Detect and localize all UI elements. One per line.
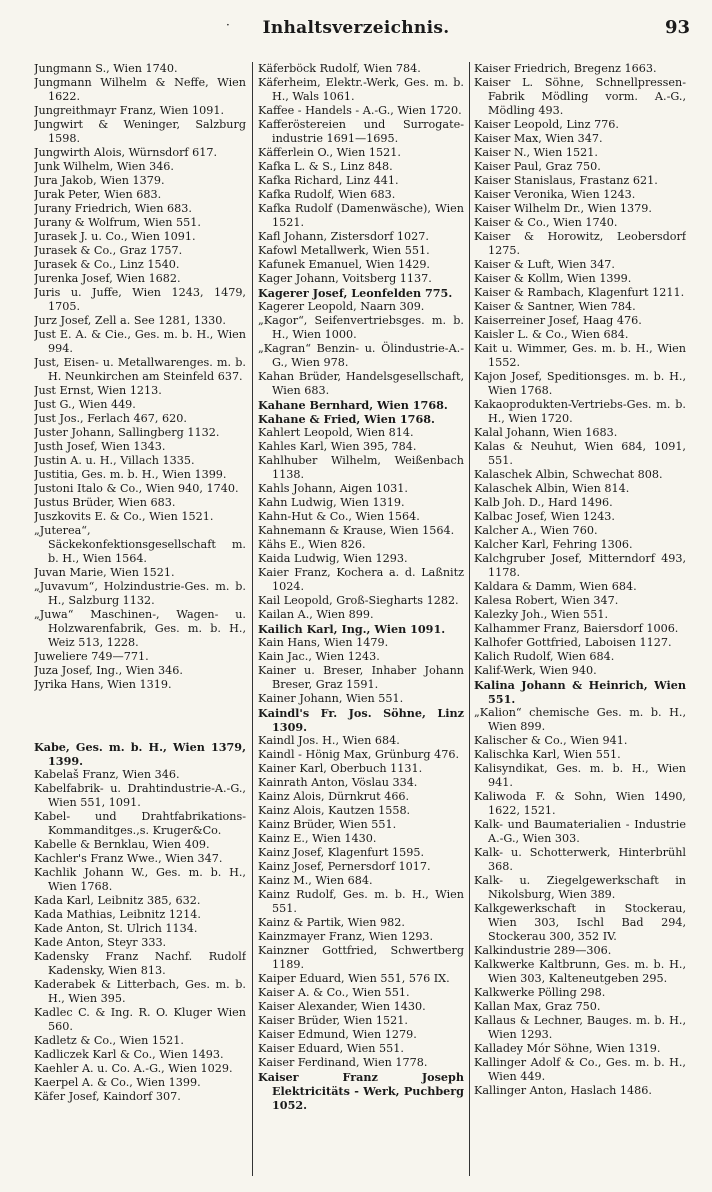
index-entry: Kähs E., Wien 826. (258, 538, 366, 551)
index-entry: Kafowl Metallwerk, Wien 551. (258, 244, 430, 257)
index-entry: Kahane Bernhard, Wien 1768. (258, 398, 448, 412)
index-entry: Kalk- u. Ziegelgewerkschaft in Nikolsburg, Wien 389. (474, 874, 686, 901)
index-entry: Kabe, Ges. m. b. H., Wien 1379, 1399. (34, 740, 246, 768)
index-entry: Kadletz & Co., Wien 1521. (34, 1034, 184, 1047)
index-entry: Kaiser N., Wien 1521. (474, 146, 598, 159)
index-entry: Kahlhuber Wilhelm, Weißenbach 1138. (258, 454, 464, 481)
index-entry: Justus Brüder, Wien 683. (34, 496, 176, 509)
index-entry: Kainer u. Breser, Inhaber Johann Breser, Graz 1591. (258, 664, 464, 691)
index-entry: Kaiser Paul, Graz 750. (474, 160, 601, 173)
index-entry: Kakaoprodukten-Vertriebs-Ges. m. b. H., Wien 1720. (474, 398, 686, 425)
index-entry: Jurenka Josef, Wien 1682. (34, 272, 181, 285)
index-entry: Kainzner Gottfried, Schwertberg 1189. (258, 944, 464, 971)
index-entry: Kalhofer Gottfried, Laboisen 1127. (474, 636, 672, 649)
index-entry: Kalal Johann, Wien 1683. (474, 426, 618, 439)
index-entry: Kadlec C. & Ing. R. O. Kluger Wien 560. (34, 1006, 246, 1033)
page-number: 93 (664, 17, 690, 38)
index-entry: Kafunek Emanuel, Wien 1429. (258, 258, 430, 271)
index-entry: Käfer Josef, Kaindorf 307. (34, 1090, 181, 1103)
index-entry: „Kagor“, Seifenvertriebsges. m. b. H., Wien 1000. (258, 314, 464, 341)
index-entry: Jungwirt & Weninger, Salzburg 1598. (34, 118, 246, 145)
index-entry: Kailan A., Wien 899. (258, 608, 374, 621)
index-entry: Jurak Peter, Wien 683. (34, 188, 162, 201)
index-entry: Just, Eisen- u. Metallwarenges. m. b. H. Neunkirchen am Steinfeld 637. (34, 356, 246, 383)
index-entry: Kaehler A. u. Co. A.-G., Wien 1029. (34, 1062, 233, 1075)
index-entry: Kaiser Eduard, Wien 551. (258, 1042, 404, 1055)
index-entry: Kagerer Leopold, Naarn 309. (258, 300, 425, 313)
index-entry: Justin A. u. H., Villach 1335. (34, 454, 195, 467)
index-entry: Kalich Rudolf, Wien 684. (474, 650, 615, 663)
index-entry: Kadliczek Karl & Co., Wien 1493. (34, 1048, 224, 1061)
index-entry: Kaiser & Rambach, Klagenfurt 1211. (474, 286, 685, 299)
index-entry: Kalk- u. Schotterwerk, Hinterbrühl 368. (474, 846, 686, 873)
index-entry: Kaiser Veronika, Wien 1243. (474, 188, 636, 201)
index-entry: Kaiser Alexander, Wien 1430. (258, 1000, 426, 1013)
index-entry: Kaida Ludwig, Wien 1293. (258, 552, 408, 565)
index-entry: Kahn-Hut & Co., Wien 1564. (258, 510, 420, 523)
index-entry: Kalischer & Co., Wien 941. (474, 734, 628, 747)
index-entry: Kainzmayer Franz, Wien 1293. (258, 930, 434, 943)
index-entry: Kada Mathias, Leibnitz 1214. (34, 908, 201, 921)
index-entry: Kalbac Josef, Wien 1243. (474, 510, 615, 523)
index-entry: Kaiser & Co., Wien 1740. (474, 216, 618, 229)
index-entry: „Kalion“ chemische Ges. m. b. H., Wien 899. (474, 706, 686, 733)
index-entry: Kalas & Neuhut, Wien 684, 1091, 551. (474, 440, 686, 467)
index-entry: Kainer Johann, Wien 551. (258, 692, 404, 705)
index-entry: Jurz Josef, Zell a. See 1281, 1330. (34, 314, 226, 327)
index-entry: Juvan Marie, Wien 1521. (34, 566, 175, 579)
index-entry: Kade Anton, Steyr 333. (34, 936, 167, 949)
index-entry: Kada Karl, Leibnitz 385, 632. (34, 894, 201, 907)
index-entry: Kachlik Johann W., Ges. m. b. H., Wien 1768. (34, 866, 246, 893)
index-entry: Jura Jakob, Wien 1379. (34, 174, 165, 187)
index-entry: Kaiserreiner Josef, Haag 476. (474, 314, 642, 327)
index-entry: Kainz M., Wien 684. (258, 874, 373, 887)
index-entry: Kafka Rudolf (Damenwäsche), Wien 1521. (258, 202, 464, 229)
column-divider (469, 62, 470, 1176)
index-entry: Kallan Max, Graz 750. (474, 1000, 601, 1013)
index-entry: Kalesa Robert, Wien 347. (474, 594, 619, 607)
index-entry: Kainz Josef, Klagenfurt 1595. (258, 846, 425, 859)
index-entry: Kaindl - Hönig Max, Grünburg 476. (258, 748, 460, 761)
index-entry: Jungreithmayr Franz, Wien 1091. (34, 104, 225, 117)
index-entry: Kailich Karl, Ing., Wien 1091. (258, 622, 446, 636)
index-entry: Kail Leopold, Groß-Siegharts 1282. (258, 594, 459, 607)
index-entry: Kalkwerke Pölling 298. (474, 986, 606, 999)
index-entry: Just G., Wien 449. (34, 398, 136, 411)
index-entry: Kainrath Anton, Vöslau 334. (258, 776, 418, 789)
index-entry: Juster Johann, Sallingberg 1132. (34, 426, 220, 439)
index-entry: Just E. A. & Cie., Ges. m. b. H., Wien 994. (34, 328, 246, 355)
index-entry: Kalb Joh. D., Hard 1496. (474, 496, 613, 509)
index-entry: Kalchgruber Josef, Mitterndorf 493, 1178. (474, 552, 686, 579)
page-title: Inhaltsverzeichnis. (262, 18, 450, 38)
index-entry: Kainz E., Wien 1430. (258, 832, 377, 845)
index-entry: Kalaschek Albin, Wien 814. (474, 482, 630, 495)
index-entry: Kajon Josef, Speditionsges. m. b. H., Wien 1768. (474, 370, 686, 397)
index-entry: Just Ernst, Wien 1213. (34, 384, 162, 397)
index-entry: Käfferlein O., Wien 1521. (258, 146, 401, 159)
index-entry: Jurany & Wolfrum, Wien 551. (34, 216, 201, 229)
index-entry: Kaiser Leopold, Linz 776. (474, 118, 619, 131)
index-entry: Kafka Richard, Linz 441. (258, 174, 399, 187)
index-entry: Kachler's Franz Wwe., Wien 347. (34, 852, 223, 865)
index-entry: Kafl Johann, Zistersdorf 1027. (258, 230, 429, 243)
index-entry: Kaiser L. Söhne, Schnellpressen-Fabrik Mödling vorm. A.-G., Mödling 493. (474, 76, 686, 117)
index-entry: Kahlert Leopold, Wien 814. (258, 426, 414, 439)
index-entry: Kalhammer Franz, Baiersdorf 1006. (474, 622, 679, 635)
index-entry: Kalladey Mór Söhne, Wien 1319. (474, 1042, 661, 1055)
index-entry: Kager Johann, Voitsberg 1137. (258, 272, 432, 285)
index-entry: Kaier Franz, Kochera a. d. Laßnitz 1024. (258, 566, 464, 593)
index-entry: Kainz Rudolf, Ges. m. b. H., Wien 551. (258, 888, 464, 915)
letter-section-gap (34, 692, 246, 740)
index-entry: Kahls Johann, Aigen 1031. (258, 482, 408, 495)
index-entry: Käferheim, Elektr.-Werk, Ges. m. b. H., Wals 1061. (258, 76, 464, 103)
index-entry: Kaliwoda F. & Sohn, Wien 1490, 1622, 1521. (474, 790, 686, 817)
index-entry: Kaffee - Handels - A.-G., Wien 1720. (258, 104, 462, 117)
index-entry: Juszkovits E. & Co., Wien 1521. (34, 510, 214, 523)
index-entry: Kahan Brüder, Handelsgesellschaft, Wien 683. (258, 370, 464, 397)
index-entry: Kallinger Adolf & Co., Ges. m. b. H., Wien 449. (474, 1056, 686, 1083)
index-entry: Jungwirth Alois, Würnsdorf 617. (34, 146, 218, 159)
column-divider (252, 62, 253, 1176)
index-entry: Kaiser Wilhelm Dr., Wien 1379. (474, 202, 652, 215)
index-entry: „Juterea“, Säckekonfektionsgesellschaft m. b. H., Wien 1564. (34, 524, 246, 565)
index-entry: Kalk- und Baumaterialien - Industrie A.-G., Wien 303. (474, 818, 686, 845)
index-entry: Juris u. Juffe, Wien 1243, 1479, 1705. (34, 286, 246, 313)
index-entry: Kain Jac., Wien 1243. (258, 650, 380, 663)
index-column-3 (474, 62, 686, 1182)
index-entry: Kalif-Werk, Wien 940. (474, 664, 597, 677)
index-entry: Kalina Johann & Heinrich, Wien 551. (474, 678, 686, 706)
index-entry: Kaiser Edmund, Wien 1279. (258, 1028, 417, 1041)
index-entry: Kabelfabrik- u. Drahtindustrie-A.-G., Wien 551, 1091. (34, 782, 246, 809)
index-entry: Kahn Ludwig, Wien 1319. (258, 496, 405, 509)
index-entry: Kallaus & Lechner, Bauges. m. b. H., Wien 1293. (474, 1014, 686, 1041)
index-entry: Kaiser Ferdinand, Wien 1778. (258, 1056, 428, 1069)
index-entry: Kagerer Josef, Leonfelden 775. (258, 286, 453, 300)
index-entry: Jungmann S., Wien 1740. (34, 62, 178, 75)
index-entry: „Juvavum“, Holzindustrie-Ges. m. b. H., Salzburg 1132. (34, 580, 246, 607)
index-entry: Kalcher Karl, Fehring 1306. (474, 538, 633, 551)
index-entry: Juweliere 749—771. (34, 650, 149, 663)
index-entry: Just Jos., Ferlach 467, 620. (34, 412, 187, 425)
index-entry: Kainz & Partik, Wien 982. (258, 916, 405, 929)
index-entry: Kadensky Franz Nachf. Rudolf Kadensky, Wien 813. (34, 950, 246, 977)
index-entry: Kainz Brüder, Wien 551. (258, 818, 397, 831)
index-entry: Kabelaš Franz, Wien 346. (34, 768, 180, 781)
index-entry: Kafka L. & S., Linz 848. (258, 160, 393, 173)
index-entry: Juza Josef, Ing., Wien 346. (34, 664, 183, 677)
index-entry: Kade Anton, St. Ulrich 1134. (34, 922, 198, 935)
ornament-mark: · (226, 18, 230, 32)
index-entry: Kaldara & Damm, Wien 684. (474, 580, 637, 593)
index-entry: Kaiser Friedrich, Bregenz 1663. (474, 62, 657, 75)
index-entry: Kaindl Jos. H., Wien 684. (258, 734, 400, 747)
index-entry: Kalezky Joh., Wien 551. (474, 608, 609, 621)
index-entry: Kainz Alois, Dürnkrut 466. (258, 790, 410, 803)
index-entry: Kahnemann & Krause, Wien 1564. (258, 524, 455, 537)
index-entry: Kaiser Franz Joseph Elektricitäts - Werk, Puchberg 1052. (258, 1070, 464, 1112)
index-entry: Kahles Karl, Wien 395, 784. (258, 440, 417, 453)
index-entry: Jurasek & Co., Graz 1757. (34, 244, 183, 257)
index-column-2 (258, 62, 464, 1182)
index-entry: Kaiser Stanislaus, Frastanz 621. (474, 174, 658, 187)
index-entry: Kalaschek Albin, Schwechat 808. (474, 468, 663, 481)
index-entry: Kabelle & Bernklau, Wien 409. (34, 838, 210, 851)
index-entry: Kaerpel A. & Co., Wien 1399. (34, 1076, 201, 1089)
index-entry: Kainz Alois, Kautzen 1558. (258, 804, 411, 817)
index-entry: „Kagran“ Benzin- u. Ölindustrie-A.-G., Wien 978. (258, 342, 464, 369)
index-entry: Käferböck Rudolf, Wien 784. (258, 62, 421, 75)
index-entry: Kaiser & Santner, Wien 784. (474, 300, 636, 313)
index-entry: Kafferöstereien und Surrogate-industrie 1691—1695. (258, 118, 464, 145)
index-columns (34, 62, 686, 1182)
index-entry: Kalkwerke Kaltbrunn, Ges. m. b. H., Wien 303, Kalteneutgeben 295. (474, 958, 686, 985)
index-entry: „Juwa“ Maschinen-, Wagen- u. Holzwarenfabrik, Ges. m. b. H., Weiz 513, 1228. (34, 608, 246, 649)
index-entry: Justitia, Ges. m. b. H., Wien 1399. (34, 468, 227, 481)
page-header (0, 12, 712, 42)
index-entry: Kait u. Wimmer, Ges. m. b. H., Wien 1552. (474, 342, 686, 369)
index-entry: Kaindl's Fr. Jos. Söhne, Linz 1309. (258, 706, 464, 734)
index-entry: Justoni Italo & Co., Wien 940, 1740. (34, 482, 239, 495)
index-entry: Kahane & Fried, Wien 1768. (258, 412, 435, 426)
index-entry: Kalcher A., Wien 760. (474, 524, 598, 537)
index-entry: Jurany Friedrich, Wien 683. (34, 202, 192, 215)
index-column-1 (34, 62, 246, 1182)
index-entry: Kainer Karl, Oberbuch 1131. (258, 762, 423, 775)
index-entry: Junk Wilhelm, Wien 346. (34, 160, 174, 173)
index-entry: Kaiser Max, Wien 347. (474, 132, 603, 145)
index-entry: Kaiser & Kollm, Wien 1399. (474, 272, 632, 285)
index-entry: Kafka Rudolf, Wien 683. (258, 188, 396, 201)
index-entry: Jurasek J. u. Co., Wien 1091. (34, 230, 196, 243)
index-entry: Justh Josef, Wien 1343. (34, 440, 166, 453)
index-entry: Kaiser A. & Co., Wien 551. (258, 986, 410, 999)
index-entry: Kaiper Eduard, Wien 551, 576 IX. (258, 972, 450, 985)
index-entry: Kaisler L. & Co., Wien 684. (474, 328, 629, 341)
index-entry: Jyrika Hans, Wien 1319. (34, 678, 172, 691)
index-entry: Kalischka Karl, Wien 551. (474, 748, 621, 761)
index-entry: Kaderabek & Litterbach, Ges. m. b. H., Wien 395. (34, 978, 246, 1005)
index-entry: Kalisyndikat, Ges. m. b. H., Wien 941. (474, 762, 686, 789)
index-entry: Kalkgewerkschaft in Stockerau, Wien 303, Ischl Bad 294, Stockerau 300, 352 IV. (474, 902, 686, 943)
index-entry: Kain Hans, Wien 1479. (258, 636, 389, 649)
index-entry: Kabel- und Drahtfabrikations-Kommanditges.,s. Kruger&Co. (34, 810, 246, 837)
index-entry: Kalkindustrie 289—306. (474, 944, 612, 957)
index-entry: Jurasek & Co., Linz 1540. (34, 258, 180, 271)
index-entry: Kaiser Brüder, Wien 1521. (258, 1014, 408, 1027)
index-entry: Kallinger Anton, Haslach 1486. (474, 1084, 652, 1097)
index-entry: Kainz Josef, Pernersdorf 1017. (258, 860, 431, 873)
index-entry: Kaiser & Horowitz, Leobersdorf 1275. (474, 230, 686, 257)
index-entry: Jungmann Wilhelm & Neffe, Wien 1622. (34, 76, 246, 103)
index-entry: Kaiser & Luft, Wien 347. (474, 258, 615, 271)
